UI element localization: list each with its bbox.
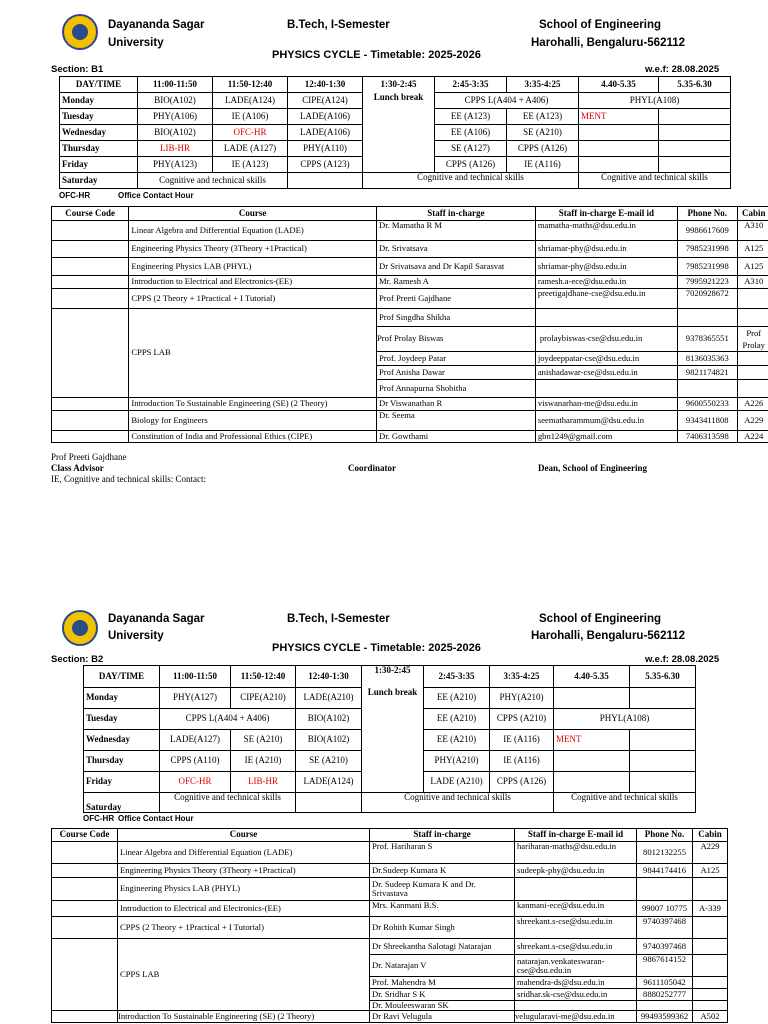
cabin: A502 [693, 1011, 728, 1023]
header-slot-lunch: 1:30-2:45 [362, 666, 424, 688]
cell: PHY(A210) [424, 751, 490, 772]
col-course-code: Course Code [52, 207, 129, 221]
wef-date: w.e.f: 28.08.2025 [645, 654, 720, 665]
phone: 7985231998 [677, 241, 737, 258]
day-tuesday: Tuesday [60, 109, 138, 125]
cabin [737, 380, 768, 398]
phone: 99493599362 [637, 1011, 693, 1023]
col-course-code: Course Code [52, 829, 118, 842]
cell: PHY(A127) [160, 688, 231, 709]
cell-empty [554, 688, 630, 709]
cell: BIO(A102) [296, 730, 362, 751]
cell: BIO(A102) [138, 125, 213, 141]
col-phone: Phone No. [677, 207, 737, 221]
cabin [693, 917, 728, 939]
cell-office-hour: OFC-HR [160, 772, 231, 793]
cell-empty [579, 157, 659, 173]
cell: EE (A123) [435, 109, 507, 125]
cell-empty [554, 772, 630, 793]
course-code [52, 939, 118, 1011]
day-thursday: Thursday [84, 751, 160, 772]
course-code [52, 221, 129, 241]
staff-email: shreekant.s-cse@dsu.edu.in [515, 917, 637, 939]
staff-name: Dr. Mouleeswaran SK [370, 1001, 515, 1011]
course-name: CPPS (2 Theory + 1Practical + I Tutorial) [118, 917, 370, 939]
school-label: School of Engineering [539, 19, 662, 31]
staff-email: gbn1249@gmail.com [535, 431, 677, 443]
school-label: School of Engineering [539, 613, 662, 625]
staff-email: kanmani-ece@dsu.edu.in [515, 901, 637, 917]
day-friday: Friday [84, 772, 160, 793]
course-name: Introduction To Sustainable Engineering (SE) (2 Theory) [118, 1011, 370, 1023]
cell: CIPE(A124) [288, 93, 363, 109]
cell-empty [659, 141, 731, 157]
course-name: Engineering Physics LAB (PHYL) [129, 258, 377, 276]
phone: 9378365551 [677, 327, 737, 352]
phone: 9867614152 [637, 955, 693, 977]
cell: IE (A106) [213, 109, 288, 125]
staff-name: Dr. Gowthami [377, 431, 536, 443]
section-b1 [0, 0, 768, 500]
staff-name: Prof Annapurna Shobitha [377, 380, 536, 398]
lunch-break-cell [363, 93, 435, 173]
staff-name: Dr Viswanathan R [377, 398, 536, 411]
cabin [693, 989, 728, 1001]
course-name: CPPS LAB [118, 939, 370, 1011]
university-logo-icon [62, 14, 98, 50]
cell: PHYL(A108) [554, 709, 696, 730]
course-name: Introduction to Electrical and Electronics-(EE) [129, 276, 377, 289]
cabin: A125 [737, 241, 768, 258]
staff-name: Mr. Ramesh A [377, 276, 536, 289]
cell-library-hour: LIB-HR [138, 141, 213, 157]
cell: PHY(A110) [288, 141, 363, 157]
cell: PHY(A106) [138, 109, 213, 125]
phone: 7020928672 [677, 289, 737, 309]
cell: Cognitive and technical skills [362, 793, 554, 813]
course-code [52, 1011, 118, 1023]
phone: 7406313598 [677, 431, 737, 443]
staff-email: shreekant.s-cse@dsu.edu.in [515, 939, 637, 955]
cell: Cognitive and technical skills [138, 173, 288, 189]
col-staff: Staff in-charge [377, 207, 536, 221]
phone: 7995921223 [677, 276, 737, 289]
cabin [693, 878, 728, 901]
phone: 9611105042 [637, 977, 693, 989]
timetable-b2 [83, 665, 696, 813]
dean-label: Dean, School of Engineering [538, 463, 648, 473]
staff-email: velugularavi-me@dsu.edu.in [515, 1011, 637, 1023]
day-friday: Friday [60, 157, 138, 173]
staff-email [515, 1001, 637, 1011]
cabin [693, 939, 728, 955]
section-label: Section: B1 [51, 64, 104, 75]
staff-name: Dr Srivatsava and Dr Kapil Sarasvat [377, 258, 536, 276]
cell: LADE(A106) [288, 125, 363, 141]
cell: EE (A210) [424, 688, 490, 709]
cell: IE (A116) [507, 157, 579, 173]
cell: EE (A210) [424, 709, 490, 730]
lunch-break-label: Lunch break [367, 687, 418, 697]
cell: SE (A210) [507, 125, 579, 141]
course-name: Introduction To Sustainable Engineering (SE) (2 Theory) [129, 398, 377, 411]
cell: BIO(A102) [138, 93, 213, 109]
coordinator-label: Coordinator [348, 463, 396, 473]
cell: LADE (A127) [213, 141, 288, 157]
phone: 9740397468 [637, 917, 693, 939]
staff-name: Prof Prolay Biswas [377, 327, 536, 352]
staff-name: Prof. Hariharan S [370, 842, 515, 864]
cell: LADE(A127) [160, 730, 231, 751]
header-slot-6: 3:35-4:25 [490, 666, 554, 688]
cabin [737, 366, 768, 380]
phone [637, 1001, 693, 1011]
cell: SE (A127) [435, 141, 507, 157]
phone: 9821174821 [677, 366, 737, 380]
col-email: Staff in-charge E-mail id [535, 207, 677, 221]
cell: SE (A210) [296, 751, 362, 772]
cell: Cognitive and technical skills [160, 793, 296, 813]
day-saturday: Saturday [60, 173, 138, 189]
phone: 8012132255 [637, 842, 693, 864]
cell: Cognitive and technical skills [579, 173, 731, 189]
header-slot-3: 12:40-1:30 [288, 77, 363, 93]
legend-code: OFC-HR [83, 814, 115, 823]
cell-empty [659, 109, 731, 125]
cabin: A-339 [693, 901, 728, 917]
course-name: Linear Algebra and Differential Equation (LADE) [129, 221, 377, 241]
day-wednesday: Wednesday [60, 125, 138, 141]
cell-empty [554, 751, 630, 772]
staff-name: Dr. Sridhar S K [370, 989, 515, 1001]
cabin: A229 [737, 411, 768, 431]
university-name-line1: Dayananda Sagar [108, 613, 205, 625]
staff-email [515, 878, 637, 901]
cabin [693, 955, 728, 977]
day-monday: Monday [60, 93, 138, 109]
cabin [737, 289, 768, 309]
staff-name: Dr. Seema [377, 411, 536, 431]
cell: CPPS (A110) [160, 751, 231, 772]
cell: LADE(A106) [288, 109, 363, 125]
cabin [693, 1001, 728, 1011]
phone: 8136035363 [677, 352, 737, 366]
contacts-table-b1 [51, 206, 768, 443]
phone [677, 380, 737, 398]
staff-name: Prof. Joydeep Patar [377, 352, 536, 366]
staff-email: anishadawar-cse@dsu.edu.in [535, 366, 677, 380]
cabin: A125 [693, 864, 728, 878]
course-code [52, 842, 118, 864]
header-slot-8: 5.35-6.30 [630, 666, 696, 688]
course-name: Biology for Engineers [129, 411, 377, 431]
course-code [52, 431, 129, 443]
cell: LADE (A210) [424, 772, 490, 793]
col-staff: Staff in-charge [370, 829, 515, 842]
cabin: A310 [737, 276, 768, 289]
cabin: A226 [737, 398, 768, 411]
course-name: Engineering Physics Theory (3Theory +1Practical) [118, 864, 370, 878]
phone: 9343411808 [677, 411, 737, 431]
course-code [52, 901, 118, 917]
header-slot-6: 3:35-4:25 [507, 77, 579, 93]
staff-email: preetigajdhane-cse@dsu.edu.in [535, 289, 677, 309]
class-advisor-name: Prof Preeti Gajdhane [51, 452, 127, 462]
timetable-title: PHYSICS CYCLE - Timetable: 2025-2026 [272, 49, 481, 61]
cell: PHYL(A108) [579, 93, 731, 109]
legend-code: OFC-HR [59, 191, 91, 200]
col-cabin: Cabin [737, 207, 768, 221]
cell: LADE(A210) [296, 688, 362, 709]
cell-empty [659, 157, 731, 173]
staff-email: mamatha-maths@dsu.edu.in [535, 221, 677, 241]
phone [637, 878, 693, 901]
header-slot-2: 11:50-12:40 [231, 666, 296, 688]
staff-email: hariharan-maths@dsu.edu.in [515, 842, 637, 864]
col-course: Course [129, 207, 377, 221]
phone [677, 309, 737, 327]
timetable-b1 [59, 76, 731, 189]
cabin [737, 309, 768, 327]
course-code [52, 411, 129, 431]
class-advisor-role: Class Advisor [51, 463, 104, 473]
cell: LADE(A124) [296, 772, 362, 793]
staff-name: Dr Shreekantha Salotagi Natarajan [370, 939, 515, 955]
cell: CPPS (A123) [288, 157, 363, 173]
staff-name: Dr. Srivatsava [377, 241, 536, 258]
cell-mentoring: MENT [579, 109, 659, 125]
cabin: A125 [737, 258, 768, 276]
cell-empty [579, 141, 659, 157]
header-slot-5: 2:45-3:35 [435, 77, 507, 93]
col-email: Staff in-charge E-mail id [515, 829, 637, 842]
staff-email: prolaybiswas-cse@dsu.edu.in [535, 327, 677, 352]
header-slot-5: 2:45-3:35 [424, 666, 490, 688]
cell: BIO(A102) [296, 709, 362, 730]
staff-email [535, 380, 677, 398]
cabin [693, 977, 728, 989]
course-name: Engineering Physics LAB (PHYL) [118, 878, 370, 901]
phone: 7985231998 [677, 258, 737, 276]
staff-name: Prof. Mahendra M [370, 977, 515, 989]
program-label: B.Tech, I-Semester [287, 613, 390, 625]
course-code [52, 864, 118, 878]
location-label: Harohalli, Bengaluru-562112 [531, 630, 686, 642]
staff-email: viswanarhan-me@dsu.edu.in [535, 398, 677, 411]
cell-empty [630, 688, 696, 709]
cell: LADE(A124) [213, 93, 288, 109]
course-code [52, 309, 129, 398]
col-cabin: Cabin [693, 829, 728, 842]
header-slot-3: 12:40-1:30 [296, 666, 362, 688]
course-name: Constitution of India and Professional Ethics (CIPE) [129, 431, 377, 443]
staff-email [535, 309, 677, 327]
header-slot-7: 4.40-5.35 [554, 666, 630, 688]
course-code [52, 289, 129, 309]
course-code [52, 878, 118, 901]
cell-office-hour: OFC-HR [213, 125, 288, 141]
cell: CPPS (A126) [490, 772, 554, 793]
cell: CIPE(A210) [231, 688, 296, 709]
staff-email: natarajan.venkateswaran-cse@dsu.edu.in [515, 955, 637, 977]
cell-empty [630, 751, 696, 772]
timetable-title: PHYSICS CYCLE - Timetable: 2025-2026 [272, 642, 481, 654]
university-name-line2: University [108, 630, 164, 642]
phone: 9740397468 [637, 939, 693, 955]
legend-text: Office Contact Hour [118, 814, 194, 823]
section-b2 [0, 600, 768, 1024]
lunch-break-label: Lunch break [373, 92, 424, 102]
staff-name: Dr Rohith Kumar Singh [370, 917, 515, 939]
cell: IE (A210) [231, 751, 296, 772]
cell: CPPS (A126) [435, 157, 507, 173]
phone: 99007 10775 [637, 901, 693, 917]
university-name-line1: Dayananda Sagar [108, 19, 205, 31]
program-label: B.Tech, I-Semester [287, 19, 390, 31]
contact-note: IE, Cognitive and technical skills: Contact: [51, 474, 206, 484]
cell: IE (A116) [490, 751, 554, 772]
course-code [52, 917, 118, 939]
staff-name: Dr.Sudeep Kumara K [370, 864, 515, 878]
cell: Cognitive and technical skills [363, 173, 579, 189]
phone: 9600550233 [677, 398, 737, 411]
contacts-table-b2 [51, 828, 728, 1023]
cabin: A224 [737, 431, 768, 443]
cell: IE (A116) [490, 730, 554, 751]
cell: EE (A210) [424, 730, 490, 751]
course-name: CPPS (2 Theory + 1Practical + I Tutorial) [129, 289, 377, 309]
day-saturday: Saturday [84, 793, 160, 813]
header-slot-1: 11:00-11:50 [160, 666, 231, 688]
cell: CPPS L(A404 + A406) [435, 93, 579, 109]
cell: IE (A123) [213, 157, 288, 173]
header-slot-1: 11:00-11:50 [138, 77, 213, 93]
course-code [52, 276, 129, 289]
cell: CPPS (A126) [507, 141, 579, 157]
header-slot-8: 5.35-6.30 [659, 77, 731, 93]
staff-email: shriamar-phy@dsu.edu.in [535, 258, 677, 276]
cell-empty [630, 772, 696, 793]
course-name: Linear Algebra and Differential Equation (LADE) [118, 842, 370, 864]
university-name-line2: University [108, 37, 164, 49]
cell-empty [630, 730, 696, 751]
staff-name: Dr. Natarajan V [370, 955, 515, 977]
course-name: CPPS LAB [129, 309, 377, 398]
cell: SE (A210) [231, 730, 296, 751]
staff-email: joydeeppatar-cse@dsu.edu.in [535, 352, 677, 366]
lunch-break-cell [362, 688, 424, 793]
cell: CPPS L(A404 + A406) [160, 709, 296, 730]
cell: EE (A106) [435, 125, 507, 141]
col-course: Course [118, 829, 370, 842]
legend-text: Office Contact Hour [118, 191, 194, 200]
staff-name: Prof Preeti Gajdhane [377, 289, 536, 309]
day-wednesday: Wednesday [84, 730, 160, 751]
header-daytime: DAY/TIME [60, 77, 138, 93]
cell: PHY(A123) [138, 157, 213, 173]
course-code [52, 258, 129, 276]
staff-email: mahendra-ds@dsu.edu.in [515, 977, 637, 989]
day-tuesday: Tuesday [84, 709, 160, 730]
staff-email: sridhar.sk-cse@dsu.edu.in [515, 989, 637, 1001]
cabin [737, 352, 768, 366]
cell-library-hour: LIB-HR [231, 772, 296, 793]
course-name: Introduction to Electrical and Electronics-(EE) [118, 901, 370, 917]
header-slot-lunch: 1:30-2:45 [363, 77, 435, 93]
section-label: Section: B2 [51, 654, 104, 665]
staff-name: Dr. Mamatha R M [377, 221, 536, 241]
cell: EE (A123) [507, 109, 579, 125]
col-phone: Phone No. [637, 829, 693, 842]
cell: CPPS (A210) [490, 709, 554, 730]
staff-name: Dr Ravi Velugula [370, 1011, 515, 1023]
cell-empty [296, 793, 362, 813]
day-thursday: Thursday [60, 141, 138, 157]
cell-empty [288, 173, 363, 189]
staff-name: Prof Singdha Shikha [377, 309, 536, 327]
day-monday: Monday [84, 688, 160, 709]
phone: 9986617609 [677, 221, 737, 241]
header-slot-2: 11:50-12:40 [213, 77, 288, 93]
cabin: Prof Prolay [737, 327, 768, 352]
staff-email: shriamar-phy@dsu.edu.in [535, 241, 677, 258]
wef-date: w.e.f: 28.08.2025 [645, 64, 720, 75]
phone: 9844174416 [637, 864, 693, 878]
course-code [52, 241, 129, 258]
staff-email: seematharammum@dsu.edu.in [535, 411, 677, 431]
cabin: A310 [737, 221, 768, 241]
cell-empty [659, 125, 731, 141]
cabin: A229 [693, 842, 728, 864]
course-code [52, 398, 129, 411]
cell: PHY(A210) [490, 688, 554, 709]
header-daytime: DAY/TIME [84, 666, 160, 688]
cell-empty [579, 125, 659, 141]
staff-email: sudeepk-phy@dsu.edu.in [515, 864, 637, 878]
staff-name: Mrs. Kanmani B.S. [370, 901, 515, 917]
cell: Cognitive and technical skills [554, 793, 696, 813]
staff-email: ramesh.a-ece@dsu.edu.in [535, 276, 677, 289]
cell-mentoring: MENT [554, 730, 630, 751]
header-slot-7: 4.40-5.35 [579, 77, 659, 93]
phone: 8880252777 [637, 989, 693, 1001]
staff-name: Dr. Sudeep Kumara K and Dr. Srivastava [370, 878, 515, 901]
course-name: Engineering Physics Theory (3Theory +1Practical) [129, 241, 377, 258]
staff-name: Prof Anisha Dawar [377, 366, 536, 380]
university-logo-icon [62, 610, 98, 646]
location-label: Harohalli, Bengaluru-562112 [531, 37, 686, 49]
